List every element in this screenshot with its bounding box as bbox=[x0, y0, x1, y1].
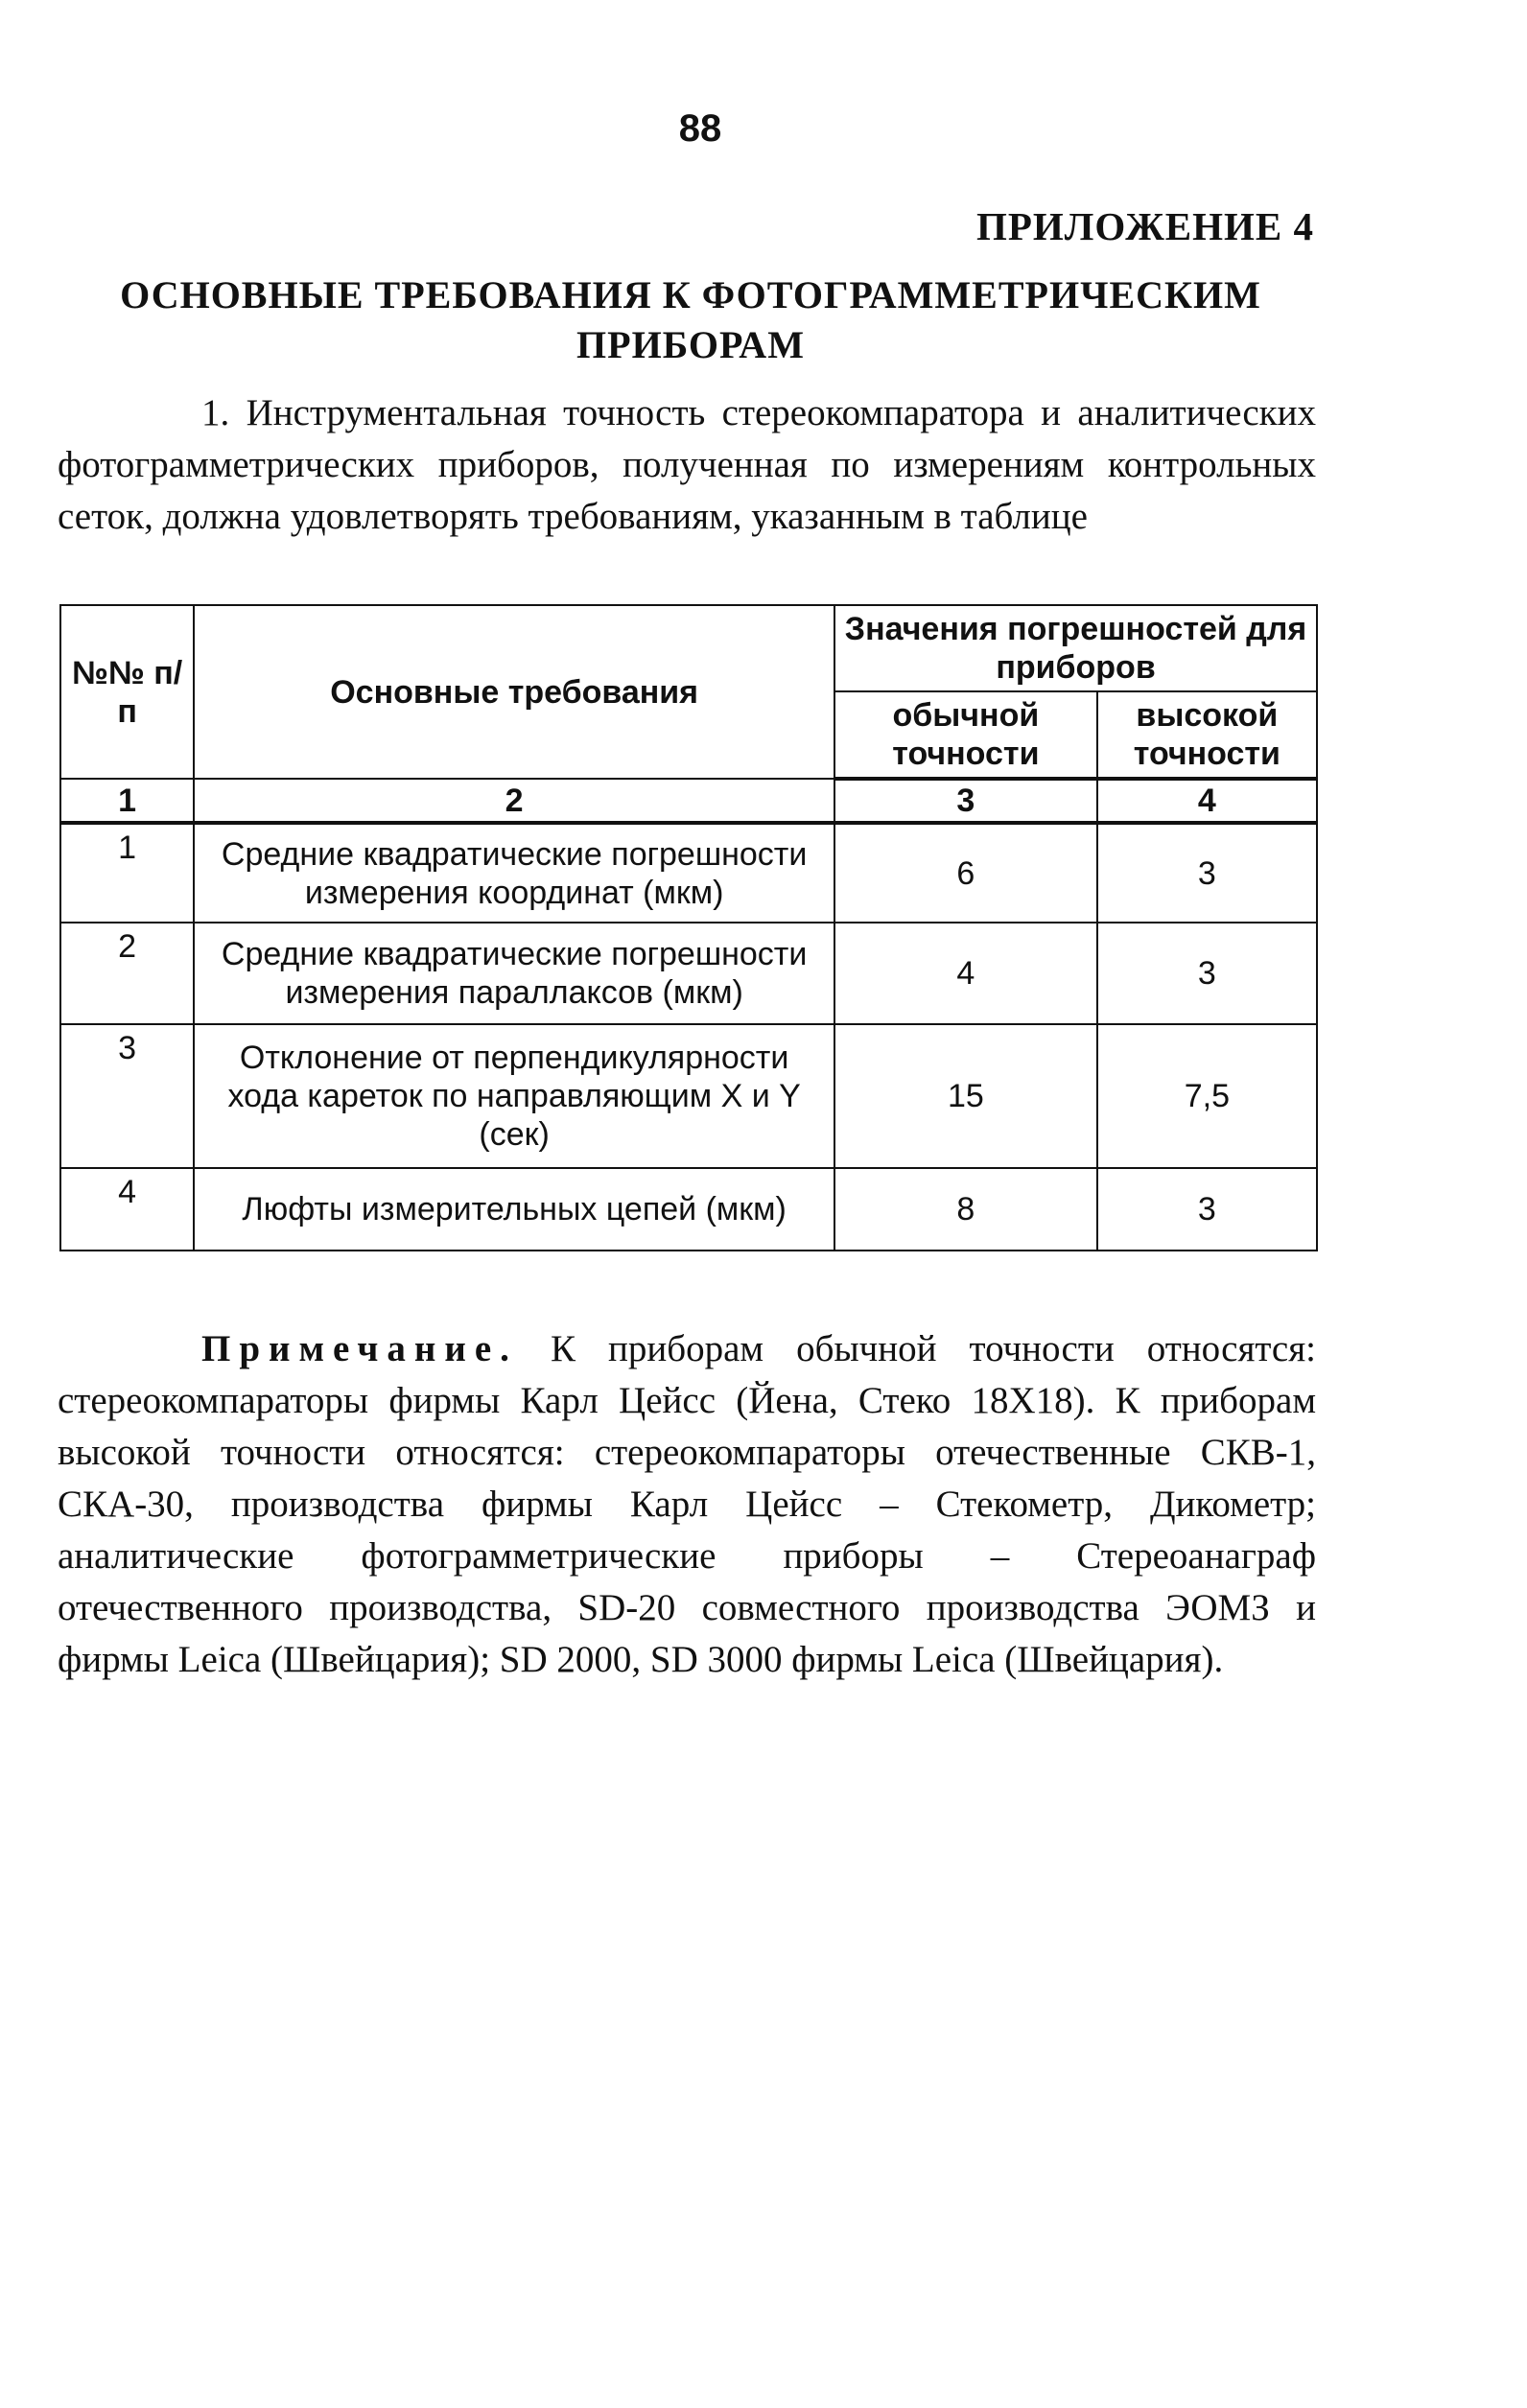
header-normal-precision: обычной точности bbox=[834, 691, 1097, 779]
page-title: ОСНОВНЫЕ ТРЕБОВАНИЯ К ФОТОГРАММЕТРИЧЕСКИМ ПРИБОРАМ bbox=[120, 273, 1261, 366]
page-number: 88 bbox=[678, 107, 722, 150]
column-number: 4 bbox=[1097, 779, 1317, 823]
table-row bbox=[60, 1168, 1317, 1251]
table-row bbox=[60, 923, 1317, 1024]
intro-paragraph: 1. Инструментальная точность стереокомпаратора и аналитических фотограмметрических приборов, полученная по измерениям контрольных сеток, должна удовлетворять требованиям, указанным в таблице bbox=[58, 392, 1316, 537]
column-number-row bbox=[60, 779, 1317, 823]
header-number: №№ п/п bbox=[60, 605, 194, 779]
row-requirement: Люфты измерительных цепей (мкм) bbox=[194, 1168, 834, 1251]
row-normal-value: 6 bbox=[834, 823, 1097, 923]
row-number: 3 bbox=[60, 1024, 194, 1168]
row-normal-value: 15 bbox=[834, 1024, 1097, 1168]
table-row bbox=[60, 1024, 1317, 1168]
header-high-precision: высокой точности bbox=[1097, 691, 1317, 779]
row-high-value: 3 bbox=[1097, 923, 1317, 1024]
row-number: 4 bbox=[60, 1168, 194, 1251]
row-number: 2 bbox=[60, 923, 194, 1024]
row-requirement: Средние квадратические погрешности измерения координат (мкм) bbox=[194, 823, 834, 923]
row-high-value: 3 bbox=[1097, 1168, 1317, 1251]
header-requirement: Основные требования bbox=[194, 605, 834, 779]
row-requirement: Отклонение от перпендикулярности хода кареток по направляющим X и Y (сек) bbox=[194, 1024, 834, 1168]
row-number: 1 bbox=[60, 823, 194, 923]
column-number: 2 bbox=[194, 779, 834, 823]
column-number: 3 bbox=[834, 779, 1097, 823]
note-label: Примечание. bbox=[201, 1328, 518, 1369]
row-high-value: 7,5 bbox=[1097, 1024, 1317, 1168]
row-requirement: Средние квадратические погрешности измерения параллаксов (мкм) bbox=[194, 923, 834, 1024]
header-values-group: Значения погрешностей для приборов bbox=[834, 605, 1317, 691]
row-normal-value: 4 bbox=[834, 923, 1097, 1024]
table-row bbox=[60, 823, 1317, 923]
requirements-table bbox=[59, 604, 1318, 1251]
column-number: 1 bbox=[60, 779, 194, 823]
note-text: К приборам обычной точности относятся: стереокомпараторы фирмы Карл Цейсс (Йена, Стеко 18Х18). К приборам высокой точности относятся: стереокомпараторы отечественные СКВ-1, СКА-30, производства фирмы Карл Цейсс – Стекометр, Дикометр; аналитические фотограмметрические приборы – Стереоанаграф отечественного производства, SD-20 совместного производства ЭОМЗ и фирмы Leica (Швейцария); SD 2000, SD 3000 фирмы Leica (Швейцария). bbox=[58, 1328, 1317, 1680]
appendix-label: ПРИЛОЖЕНИЕ 4 bbox=[975, 204, 1314, 248]
row-high-value: 3 bbox=[1097, 823, 1317, 923]
row-normal-value: 8 bbox=[834, 1168, 1097, 1251]
note-paragraph bbox=[58, 1323, 1316, 1686]
